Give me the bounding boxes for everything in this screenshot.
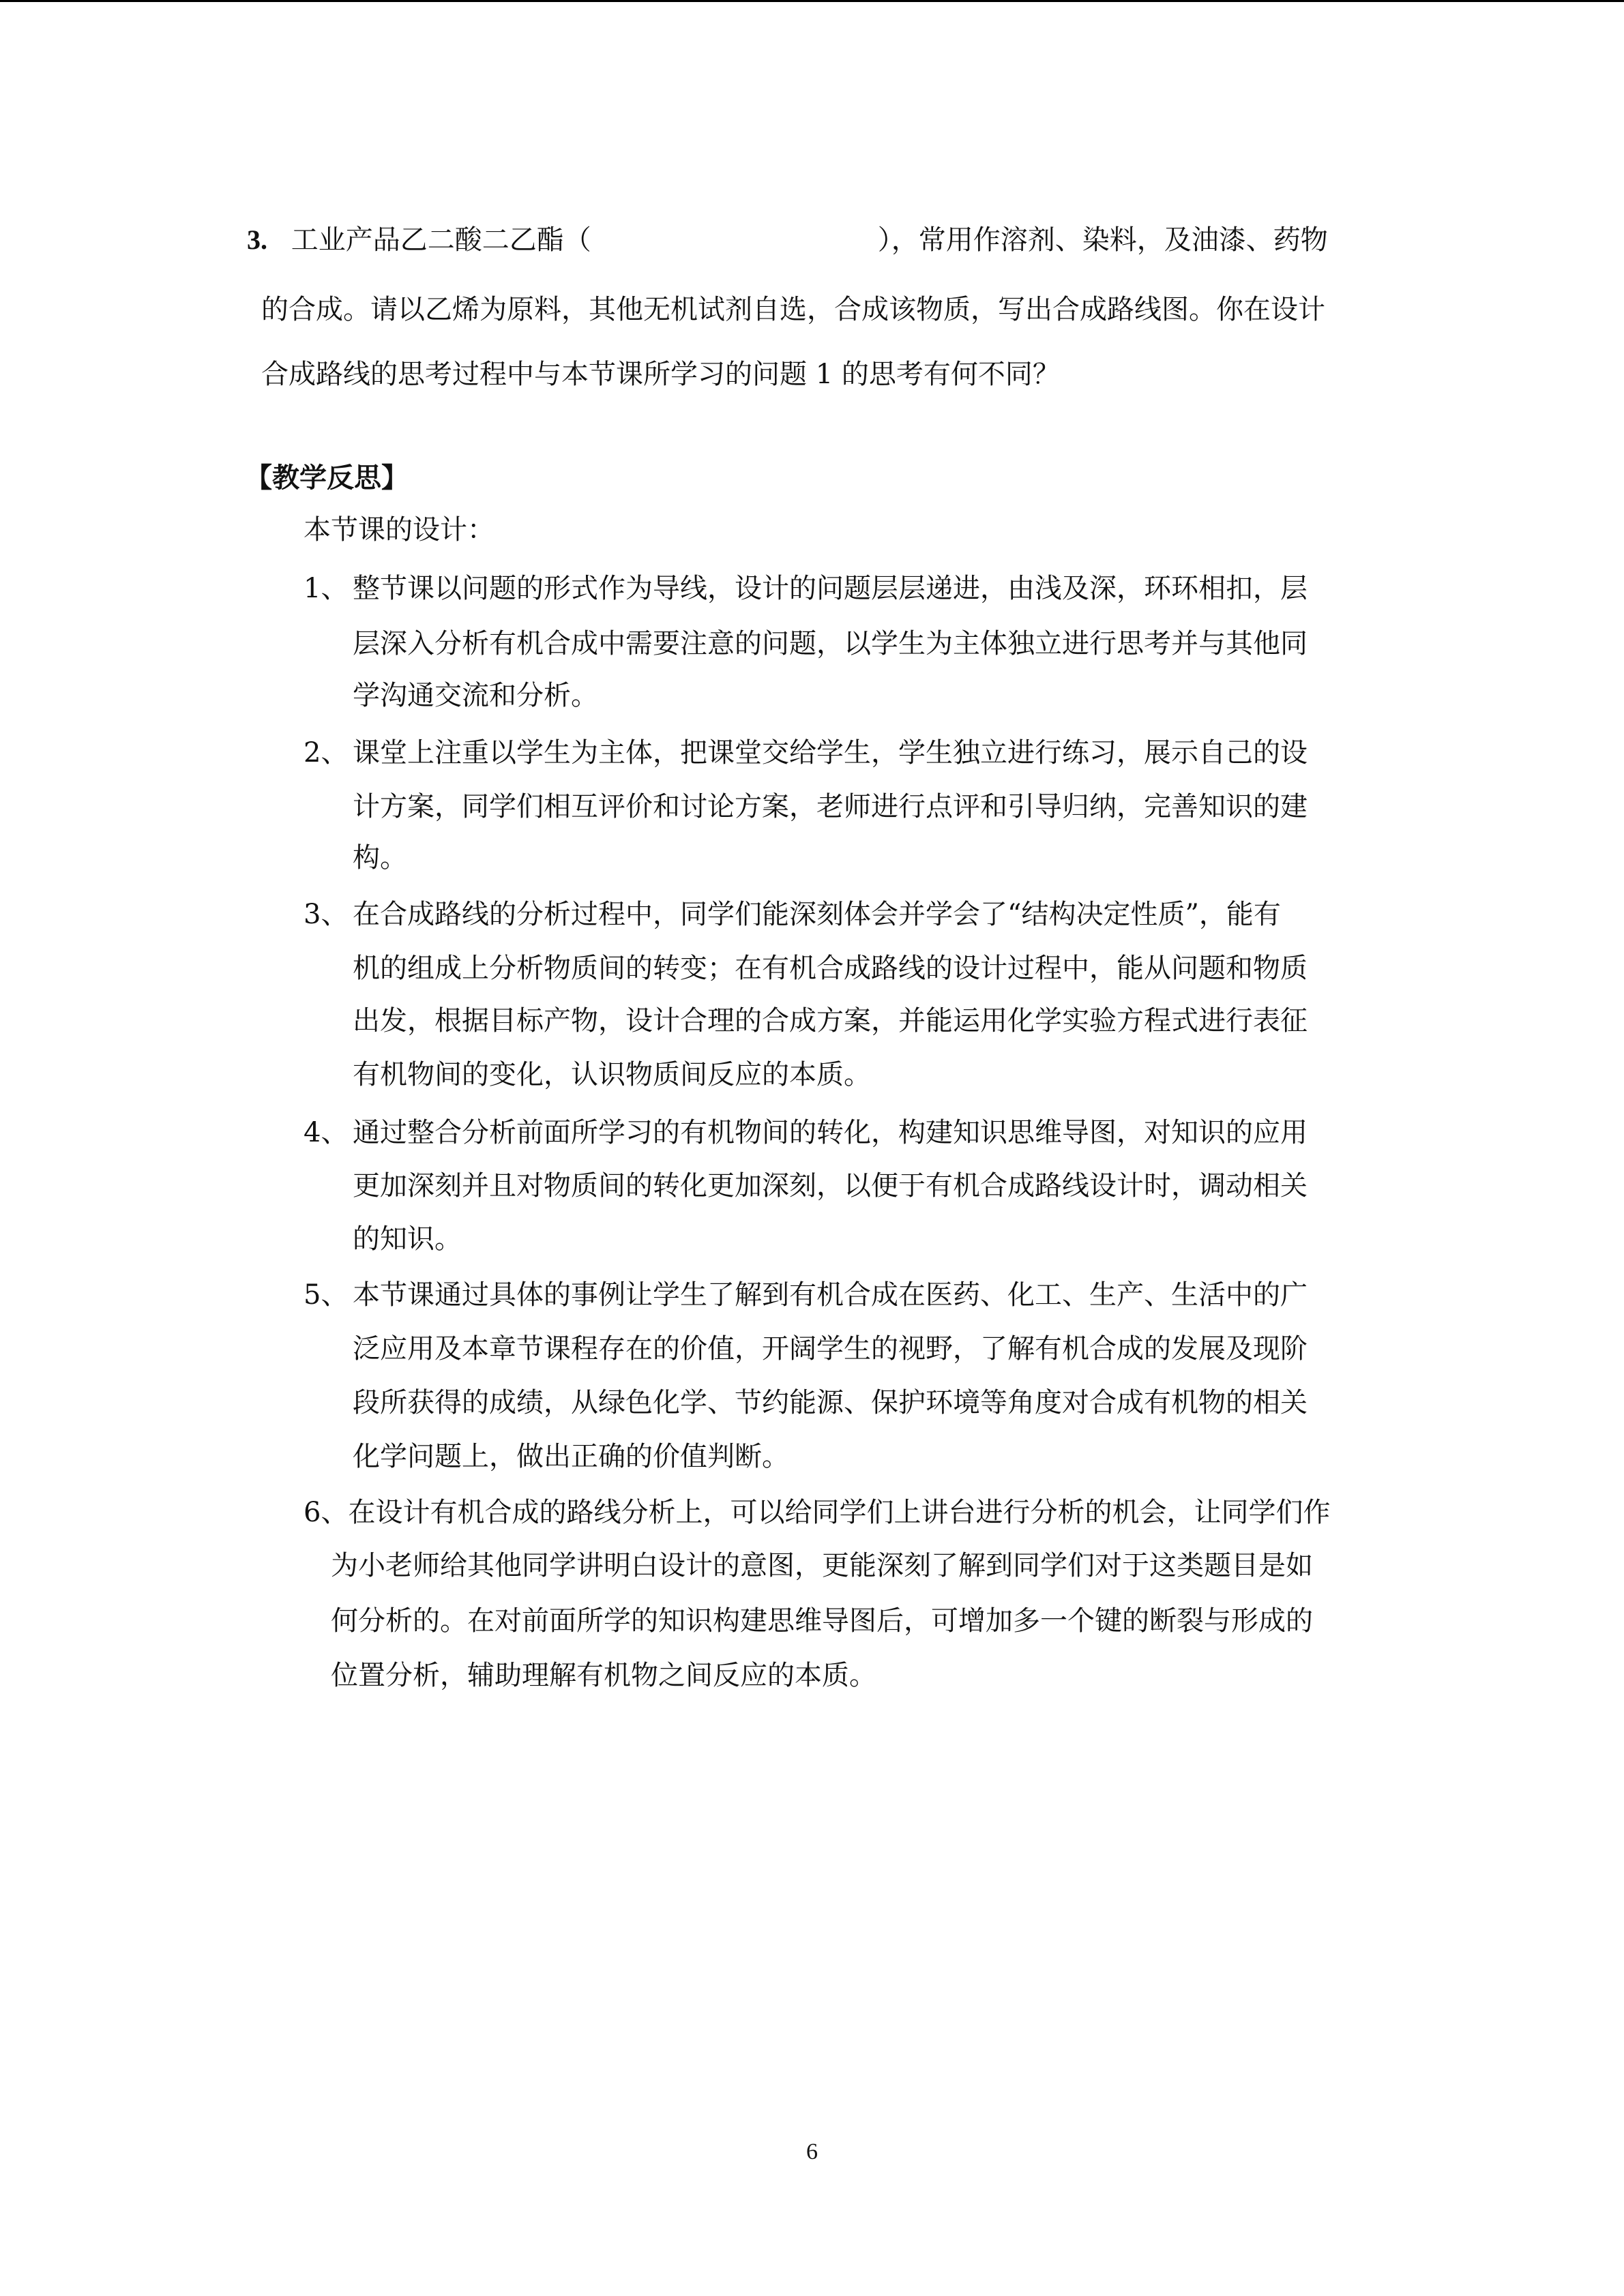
item-number: 3、 [304, 899, 349, 930]
item-text: 本节课通过具体的事例让学生了解到有机合成在医药、化工、生产、生活中的广 [353, 1279, 1308, 1311]
page-number: 6 [806, 2139, 818, 2164]
reflection-item-5-line-4: 化学问题上，做出正确的价值判断。 [353, 1441, 789, 1472]
reflection-item-3-line-3: 出发，根据目标产物，设计合理的合成方案，并能运用化学实验方程式进行表征 [353, 1005, 1308, 1037]
reflection-item-6-line-1 [304, 1499, 1330, 1526]
reflection-item-3-line-2: 机的组成上分析物质间的转变；在有机合成路线的设计过程中，能从问题和物质 [353, 953, 1308, 984]
item-text: 整节课以问题的形式作为导线，设计的问题层层递进，由浅及深，环环相扣，层 [353, 573, 1308, 604]
question-text-start: 工业产品乙二酸二乙酯（ [291, 224, 591, 256]
reflection-item-6-line-3: 何分析的。在对前面所学的知识构建思维导图后，可增加多一个键的断裂与形成的 [331, 1605, 1313, 1637]
item-text: 在合成路线的分析过程中，同学们能深刻体会并学会了“结构决定性质”，能有 [353, 899, 1281, 930]
top-border-rule [0, 0, 1624, 2]
reflection-item-1-line-3: 学沟通交流和分析。 [353, 680, 598, 711]
question-number: 3. [247, 224, 267, 255]
reflection-heading: 【教学反思】 [245, 462, 409, 494]
reflection-item-2-line-1 [304, 737, 1308, 769]
question-3-line-2: 的合成。请以乙烯为原料，其他无机试剂自选，合成该物质，写出合成路线图。你在设计 [261, 294, 1325, 325]
reflection-item-4-line-2: 更加深刻并且对物质间的转化更加深刻，以便于有机合成路线设计时，调动相关 [353, 1170, 1308, 1202]
reflection-item-3-line-4: 有机物间的变化，认识物质间反应的本质。 [353, 1059, 871, 1090]
reflection-item-6-line-2: 为小老师给其他同学讲明白设计的意图，更能深刻了解到同学们对于这类题目是如 [331, 1550, 1313, 1581]
reflection-item-6-line-4: 位置分析，辅助理解有机物之间反应的本质。 [331, 1660, 876, 1691]
reflection-item-4-line-3: 的知识。 [353, 1223, 462, 1255]
question-3-line-1 [247, 226, 1328, 254]
reflection-item-5-line-2: 泛应用及本章节课程存在的价值，开阔学生的视野，了解有机合成的发展及现阶 [353, 1333, 1308, 1365]
reflection-item-1-line-1 [304, 575, 1308, 602]
item-number: 6、 [304, 1497, 349, 1528]
item-number: 2、 [304, 737, 349, 769]
reflection-item-2-line-3: 构。 [353, 842, 407, 874]
question-3-line-3: 合成路线的思考过程中与本节课所学习的问题 1 的思考有何不同？ [261, 359, 1060, 390]
reflection-item-5-line-3: 段所获得的成绩，从绿色化学、节约能源、保护环境等角度对合成有机物的相关 [353, 1387, 1308, 1418]
item-text: 在设计有机合成的路线分析上，可以给同学们上讲台进行分析的机会，让同学们作 [348, 1497, 1331, 1528]
item-text: 通过整合分析前面所学习的有机物间的转化，构建知识思维导图，对知识的应用 [353, 1117, 1308, 1148]
item-text: 课堂上注重以学生为主体，把课堂交给学生，学生独立进行练习，展示自己的设 [353, 737, 1308, 769]
question-text-end: ），常用作溶剂、染料，及油漆、药物 [877, 224, 1328, 256]
reflection-item-4-line-1 [304, 1119, 1308, 1146]
item-number: 4、 [304, 1117, 349, 1148]
reflection-item-3-line-1 [304, 901, 1281, 928]
item-number: 1、 [304, 573, 349, 604]
reflection-item-2-line-2: 计方案，同学们相互评价和讨论方案，老师进行点评和引导归纳，完善知识的建 [353, 791, 1308, 822]
reflection-item-1-line-2: 层深入分析有机合成中需要注意的问题，以学生为主体独立进行思考并与其他同 [353, 628, 1308, 659]
item-number: 5、 [304, 1279, 349, 1311]
reflection-intro: 本节课的设计： [304, 514, 494, 546]
reflection-item-5-line-1 [304, 1281, 1308, 1309]
